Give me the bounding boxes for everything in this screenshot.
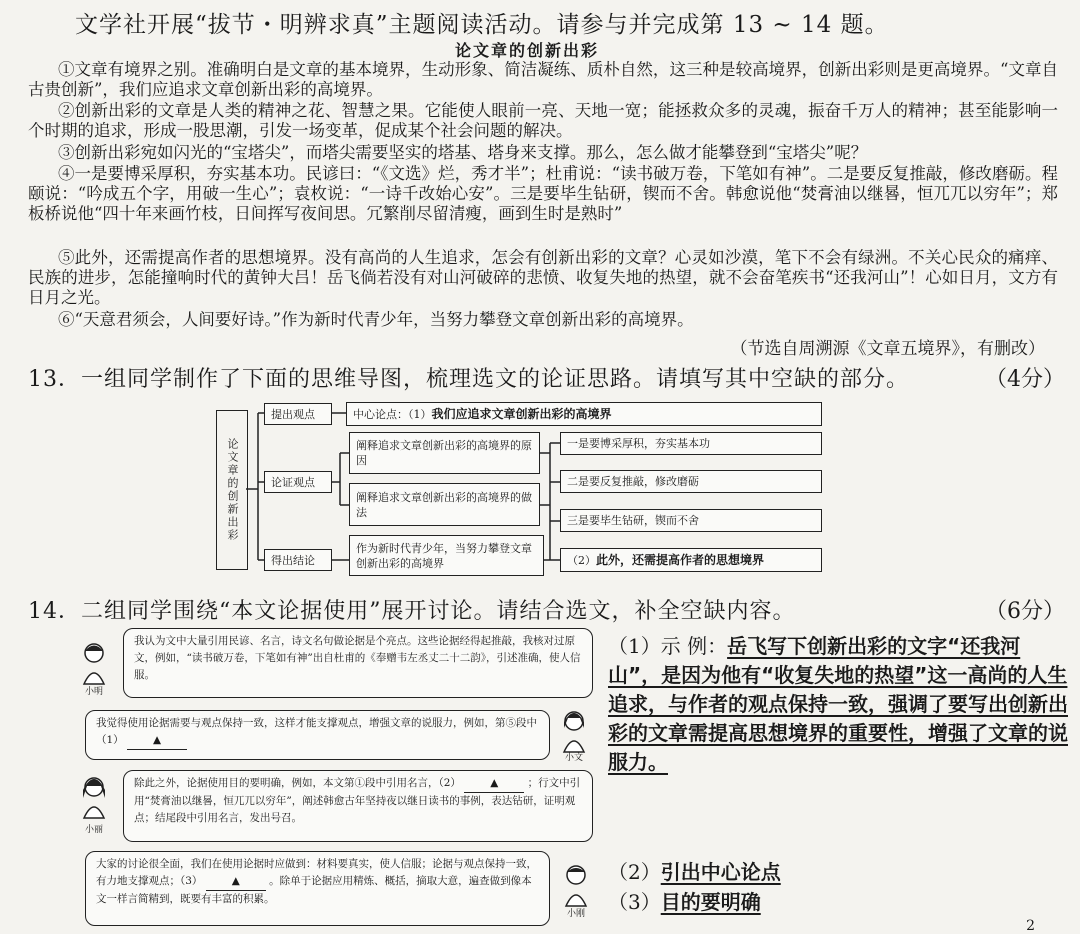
node-propose: 提出观点 — [264, 403, 332, 425]
answer-2 — [608, 858, 781, 887]
answer-3-text: 目的要明确 — [660, 890, 761, 914]
node-argue: 论证观点 — [264, 471, 332, 493]
answer-2-text: 引出中心论点 — [660, 860, 781, 884]
speech-bubble — [85, 851, 550, 926]
speech-bubble — [85, 710, 550, 760]
node-conclude: 得出结论 — [264, 549, 332, 571]
blank-2-label: （2） — [567, 553, 596, 567]
speech-bubble — [123, 770, 593, 842]
answer-1-label: （1）示 例： — [608, 634, 728, 658]
node-method: 阐释追求文章创新出彩的高境界的做法 — [349, 483, 540, 526]
answer-3 — [608, 888, 761, 917]
bubble-text-continued: ；行文中引用“焚膏油以继晷，恒兀兀以穷年”，阐述韩愈古年坚持夜以继日读书的事例，表达钻研，证明观点；结尾段中引用名言，发出号召。 — [134, 777, 581, 824]
question-14-score: （6分） — [985, 599, 1065, 624]
bubble-text: 我觉得使用论据需要与观点保持一致，这样才能支撑观点，增强文章的说服力，例如，第⑤段中（1） — [96, 717, 537, 746]
student-avatar-icon — [78, 640, 110, 686]
node-reason: 阐释追求文章创新出彩的高境界的原因 — [349, 432, 540, 474]
speaker-name: 小丽 — [84, 825, 103, 835]
node-way-2: 二是要反复推敲，修改磨砺 — [560, 470, 822, 493]
student-avatar-icon — [558, 708, 590, 754]
answer-1-text: 岳飞写下创新出彩的文字“还我河山”，是因为他有“收复失地的热望”这一高尚的人生追求，与作者的观点保持一致，强调了要写出创新出彩的文章需提高思想境界的重要性，增强了文章的说服力。 — [608, 634, 1068, 774]
question-13-text: 13．一组同学制作了下面的思维导图，梳理选文的论证思路。请填写其中空缺的部分。 — [28, 367, 909, 392]
paragraph-1: ①文章有境界之别。准确明白是文章的基本境界，生动形象、简洁凝练、质朴自然，这三种是较高境界，创新出彩则是更高境界。“文章自古贵创新”，我们应追求文章创新出彩的高境界。 — [28, 60, 1058, 99]
paragraph-3: ③创新出彩宛如闪光的“宝塔尖”，而塔尖需要坚实的塔基、塔身来支撑。那么，怎么做才能攀登到“宝塔尖”呢？ — [58, 143, 868, 162]
speech-bubble: 我认为文中大量引用民谚、名言，诗文名句做论据是个亮点。这些论据经得起推敲，我核对过原文，例如，“读书破万卷，下笔如有神”出自杜甫的《奉赠韦左丞丈二十二韵》，引述准确，使人信服。 — [123, 628, 593, 698]
node-way-3: 三是要毕生钻研，锲而不舍 — [560, 509, 822, 532]
answer-blank: ▲ — [206, 873, 266, 891]
paragraph-2: ②创新出彩的文章是人类的精神之花、智慧之果。它能使人眼前一亮、天地一宽；能拯救众多的灵魂，振奋千万人的精神；甚至能影响一个时期的追求，形成一股思潮，引发一场变革，促成某个社会问题的解决。 — [28, 101, 1058, 140]
blank-2-answer: 此外，还需提高作者的思想境界 — [596, 552, 765, 567]
speaker-name: 小明 — [84, 687, 103, 697]
paragraph-5: ⑤此外，还需提高作者的思想境界。没有高尚的人生追求，怎会有创新出彩的文章？心灵如沙漠，笔下不会有绿洲。不关心民众的痛痒、民族的进步，怎能撞响时代的黄钟大吕！岳飞倘若没有对山河破碎的悲愤、收复失地的热望，就不会奋笔疾书“还我河山”！心如日月，文方有日月之光。 — [28, 248, 1058, 307]
node-conclusion: 作为新时代青少年，当努力攀登文章创新出彩的高境界 — [349, 535, 544, 576]
student-avatar-icon — [78, 774, 110, 820]
center-thesis-label: 中心论点：（1） — [353, 407, 432, 421]
answer-2-label: （2） — [608, 860, 661, 884]
paragraph-4: ④一是要博采厚积，夯实基本功。民谚曰：“《文选》烂，秀才半”；杜甫说：“读书破万卷，下笔如有神”。二是要反复推敲，修改磨砺。程颐说：“吟成五个字，用破一生心”；袁枚说：“一诗千改始心安”。三是要毕生钻研，锲而不舍。韩愈说他“焚膏油以继晷，恒兀兀以穷年”；郑板桥说他“四十年来画竹枝，日间挥写夜间思。冗繁削尽留清瘦，画到生时是熟时” — [28, 164, 1058, 223]
question-14-text: 14．二组同学围绕“本文论据使用”展开讨论。请结合选文，补全空缺内容。 — [28, 599, 796, 624]
node-blank-2 — [560, 548, 822, 572]
bubble-text-continued: 。除单于论据应用精炼、概括，摘取大意，遍查做到像本文一样言简精到，既要有丰富的积累。 — [96, 875, 532, 905]
answer-blank: ▲ — [127, 732, 187, 750]
question-13-score: （4分） — [985, 367, 1065, 392]
speaker-name: 小文 — [564, 753, 583, 763]
center-thesis-answer: 我们应追求文章创新出彩的高境界 — [431, 406, 612, 421]
answer-1 — [608, 632, 1068, 777]
paragraph-6: ⑥“天意君须会，人间要好诗。”作为新时代青少年，当努力攀登文章创新出彩的高境界。 — [58, 310, 694, 329]
answer-3-label: （3） — [608, 890, 661, 914]
speaker-name: 小刚 — [566, 909, 585, 919]
article-title: 论文章的创新出彩 — [455, 41, 600, 60]
student-avatar-icon — [560, 862, 592, 908]
page-number: 2 — [1026, 918, 1035, 934]
node-center-thesis — [346, 402, 822, 426]
intro-line: 文学社开展“拔节・明辨求真”主题阅读活动。请参与并完成第 13 ~ 14 题。 — [75, 12, 889, 38]
node-way-1: 一是要博采厚积，夯实基本功 — [560, 432, 822, 455]
bubble-text: 除此之外，论据使用目的要明确，例如，本文第①段中引用名言，（2） — [134, 777, 461, 789]
article-source: （节选自周溯源《文章五境界》，有删改） — [730, 339, 1045, 359]
bubble-text: 大家的讨论很全面，我们在使用论据时应做到：材料要真实，使人信服；论据与观点保持一致，有力地支撑观点；（3） — [96, 858, 537, 887]
mind-map-title: 论文章的创新出彩 — [216, 410, 248, 570]
answer-blank: ▲ — [464, 775, 524, 793]
